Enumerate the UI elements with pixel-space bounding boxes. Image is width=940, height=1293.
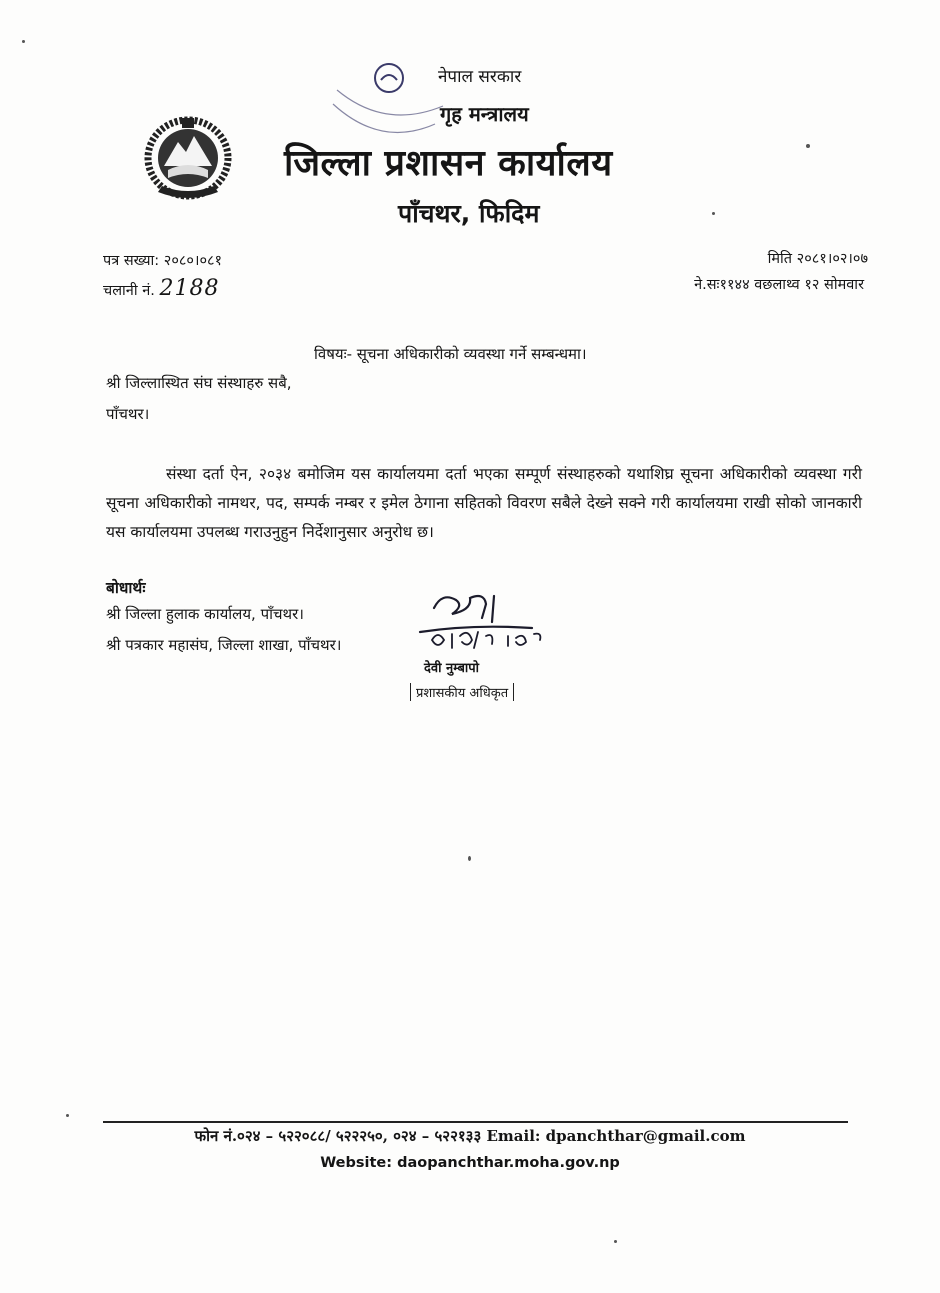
cc-heading: बोधार्थः [106, 579, 146, 597]
signatory-title: प्रशासकीय अधिकृत [410, 683, 514, 701]
letter-body: संस्था दर्ता ऐन, २०३४ बमोजिम यस कार्यालयमा दर्ता भएका सम्पूर्ण संस्थाहरुको यथाशिघ्र सूचना अधिकारीको व्यवस्था गरी सूचना अधिकारीको नामथर, पद, सम्पर्क नम्बर र इमेल ठेगाना सहितको विवरण सबैले देख्ने सक्ने गरी कार्यालयमा राखी सोको जानकारी यस कार्यालयमा उपलब्ध गराउनुहुन निर्देशानुसार अनुरोध छ। [106, 465, 862, 541]
dispatch-number [103, 276, 219, 301]
scan-speck [806, 144, 810, 148]
office-title: जिल्ला प्रशासन कार्यालय [284, 143, 613, 184]
ministry-title: गृह मन्त्रालय [440, 102, 529, 126]
government-title: नेपाल सरकार [438, 67, 522, 87]
scan-speck [712, 212, 715, 215]
office-location: पाँचथर, फिदिम [398, 199, 540, 228]
scan-speck [22, 40, 25, 43]
dispatch-label: चलानी नं. [103, 283, 155, 299]
footer-website: Website: daopanchthar.moha.gov.np [320, 1155, 620, 1171]
reference-label: पत्र सख्या: [103, 253, 160, 269]
dispatch-value: 2188 [159, 276, 220, 301]
reference-value: २०८०।०८१ [163, 253, 223, 269]
cc-item: श्री पत्रकार महासंघ, जिल्ला शाखा, पाँचथर। [106, 636, 342, 654]
scan-speck [66, 1114, 69, 1117]
addressee-line-2: पाँचथर। [106, 405, 150, 423]
letter-date: मिति २०८१।०२।०७ [767, 251, 868, 267]
addressee-line-1: श्री जिल्लास्थित संघ संस्थाहरु सबै, [106, 374, 292, 392]
cc-item: श्री जिल्ला हुलाक कार्यालय, पाँचथर। [106, 605, 304, 623]
nepal-emblem-icon [138, 108, 238, 202]
signatory-name: देवी नुम्बापो [424, 661, 480, 676]
scan-speck [468, 856, 471, 861]
footer-divider [103, 1121, 848, 1123]
reference-number [103, 250, 222, 270]
nepal-sambat-date: ने.सः११४४ वछलाथ्व १२ सोमवार [694, 277, 864, 293]
scan-speck [614, 1240, 617, 1243]
letter-subject: विषयः- सूचना अधिकारीको व्यवस्था गर्ने सम्बन्धमा। [314, 345, 587, 363]
handwritten-signature [412, 588, 587, 663]
footer-contact: फोन नं.०२४ – ५२२०८८/ ५२२२५०, ०२४ – ५२२१३३ Email: dpanchthar@gmail.com [194, 1127, 746, 1145]
